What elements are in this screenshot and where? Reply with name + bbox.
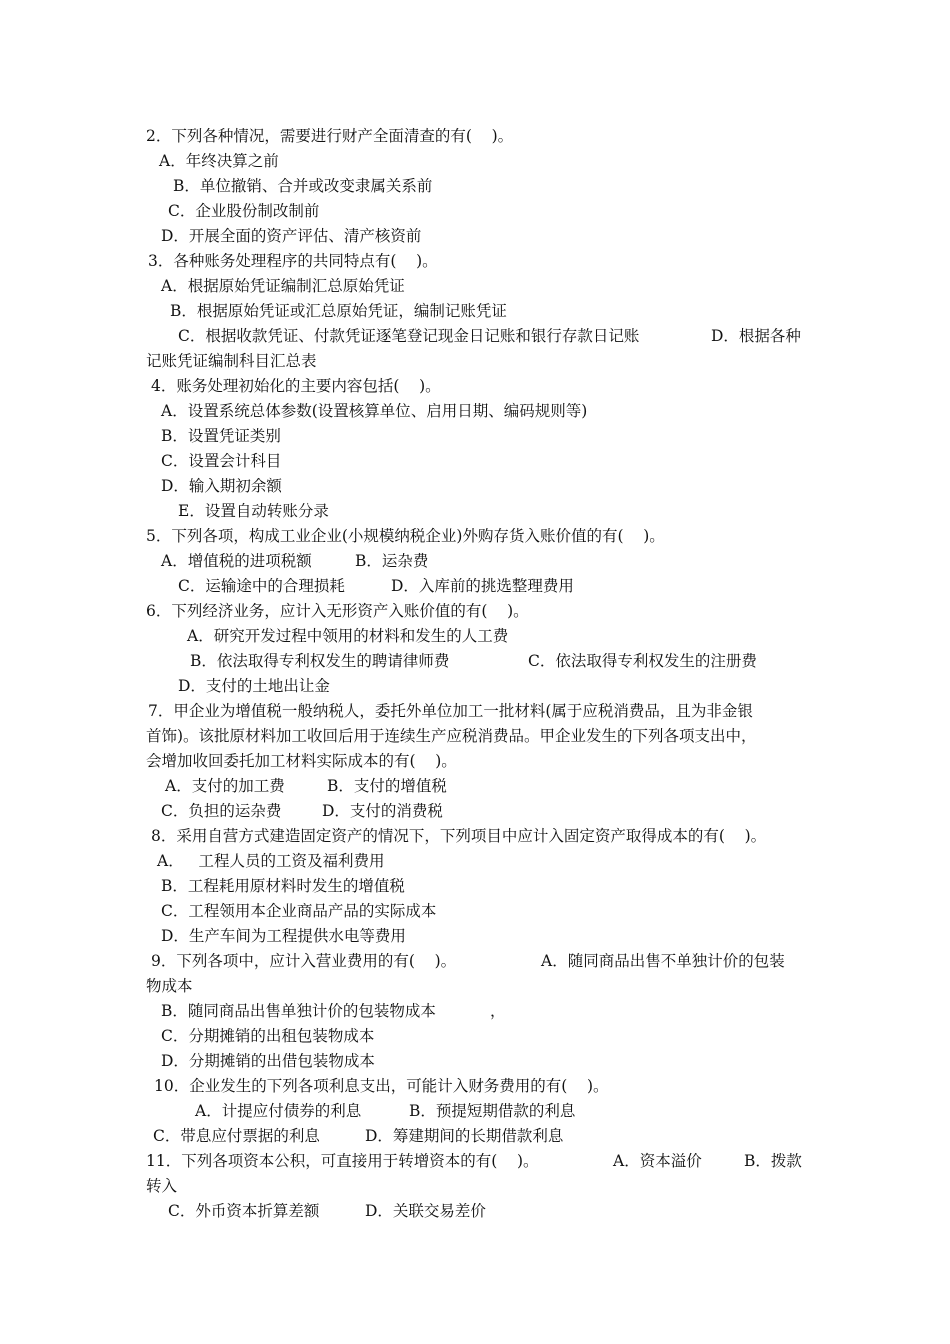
question-2-option-c: C．企业股份制改制前 — [168, 202, 320, 220]
question-9-stray-comma: ， — [490, 1002, 506, 1020]
question-4-stem: 4．账务处理初始化的主要内容包括( )。 — [151, 377, 441, 395]
question-7-stem-line-2: 首饰)。该批原材料加工收回后用于连续生产应税消费品。甲企业发生的下列各项支出中， — [146, 727, 757, 745]
question-4-option-a: A．设置系统总体参数(设置核算单位、启用日期、编码规则等) — [161, 402, 588, 420]
question-2-option-b: B．单位撤销、合并或改变隶属关系前 — [173, 177, 433, 195]
question-10-option-d: D．筹建期间的长期借款利息 — [365, 1127, 564, 1145]
question-2-stem: 2．下列各种情况，需要进行财产全面清查的有( )。 — [146, 127, 514, 145]
question-7-option-a: A．支付的加工费 — [165, 777, 285, 795]
question-10-option-b: B．预提短期借款的利息 — [409, 1102, 576, 1120]
question-3-option-d-continued: 记账凭证编制科目汇总表 — [146, 352, 317, 370]
question-9-option-b: B．随同商品出售单独计价的包装物成本 — [161, 1002, 436, 1020]
question-4-option-c: C．设置会计科目 — [161, 452, 282, 470]
question-5-option-b: B．运杂费 — [355, 552, 429, 570]
question-7-stem-line-3: 会增加收回委托加工材料实际成本的有( )。 — [146, 752, 457, 770]
question-5-stem: 5．下列各项，构成工业企业(小规模纳税企业)外购存货入账价值的有( )。 — [146, 527, 665, 545]
question-6-option-b: B．依法取得专利权发生的聘请律师费 — [190, 652, 450, 670]
question-8-option-a: A． 工程人员的工资及福利费用 — [157, 852, 385, 870]
question-10-option-c: C．带息应付票据的利息 — [153, 1127, 320, 1145]
question-2-option-d: D．开展全面的资产评估、清产核资前 — [161, 227, 422, 245]
question-7-option-c: C．负担的运杂费 — [161, 802, 282, 820]
question-11-option-c: C．外币资本折算差额 — [168, 1202, 320, 1220]
question-5-option-a: A．增值税的进项税额 — [161, 552, 312, 570]
question-11-option-d: D．关联交易差价 — [365, 1202, 486, 1220]
question-5-option-d: D．入库前的挑选整理费用 — [391, 577, 574, 595]
question-7-stem-line-1: 7．甲企业为增值税一般纳税人，委托外单位加工一批材料(属于应税消费品，且为非金银 — [148, 702, 753, 720]
question-3-stem: 3．各种账务处理程序的共同特点有( )。 — [148, 252, 438, 270]
question-3-option-a: A．根据原始凭证编制汇总原始凭证 — [161, 277, 405, 295]
question-11-option-b: B．拨款 — [744, 1152, 802, 1170]
question-3-option-d: D．根据各种 — [711, 327, 801, 345]
question-3-option-b: B．根据原始凭证或汇总原始凭证，编制记账凭证 — [170, 302, 507, 320]
question-8-option-c: C．工程领用本企业商品产品的实际成本 — [161, 902, 437, 920]
question-7-option-b: B．支付的增值税 — [327, 777, 447, 795]
question-4-option-e: E．设置自动转账分录 — [178, 502, 329, 520]
question-6-stem: 6．下列经济业务，应计入无形资产入账价值的有( )。 — [146, 602, 529, 620]
question-8-option-b: B．工程耗用原材料时发生的增值税 — [161, 877, 405, 895]
question-9-option-a-continued: 物成本 — [146, 977, 193, 995]
question-11-stem: 11．下列各项资本公积，可直接用于转增资本的有( )。 — [146, 1152, 539, 1170]
question-11-option-a: A．资本溢价 — [613, 1152, 702, 1170]
question-9-option-c: C．分期摊销的出租包装物成本 — [161, 1027, 375, 1045]
question-8-stem: 8．采用自营方式建造固定资产的情况下，下列项目中应计入固定资产取得成本的有( )。 — [151, 827, 767, 845]
question-4-option-b: B．设置凭证类别 — [161, 427, 281, 445]
question-6-option-a: A．研究开发过程中领用的材料和发生的人工费 — [187, 627, 509, 645]
question-3-option-c: C．根据收款凭证、付款凭证逐笔登记现金日记账和银行存款日记账 — [178, 327, 640, 345]
question-8-option-d: D．生产车间为工程提供水电等费用 — [161, 927, 406, 945]
question-9-option-d: D．分期摊销的出借包装物成本 — [161, 1052, 375, 1070]
question-7-option-d: D．支付的消费税 — [322, 802, 443, 820]
question-10-option-a: A．计提应付债券的利息 — [195, 1102, 362, 1120]
question-4-option-d: D．输入期初余额 — [161, 477, 282, 495]
question-9-stem: 9．下列各项中，应计入营业费用的有( )。 — [151, 952, 457, 970]
question-10-stem: 10．企业发生的下列各项利息支出，可能计入财务费用的有( )。 — [154, 1077, 609, 1095]
question-5-option-c: C．运输途中的合理损耗 — [178, 577, 345, 595]
question-9-option-a: A．随同商品出售不单独计价的包装 — [541, 952, 785, 970]
question-6-option-c: C．依法取得专利权发生的注册费 — [528, 652, 757, 670]
question-6-option-d: D．支付的土地出让金 — [178, 677, 330, 695]
question-2-option-a: A．年终决算之前 — [159, 152, 279, 170]
question-11-option-b-continued: 转入 — [146, 1177, 178, 1195]
